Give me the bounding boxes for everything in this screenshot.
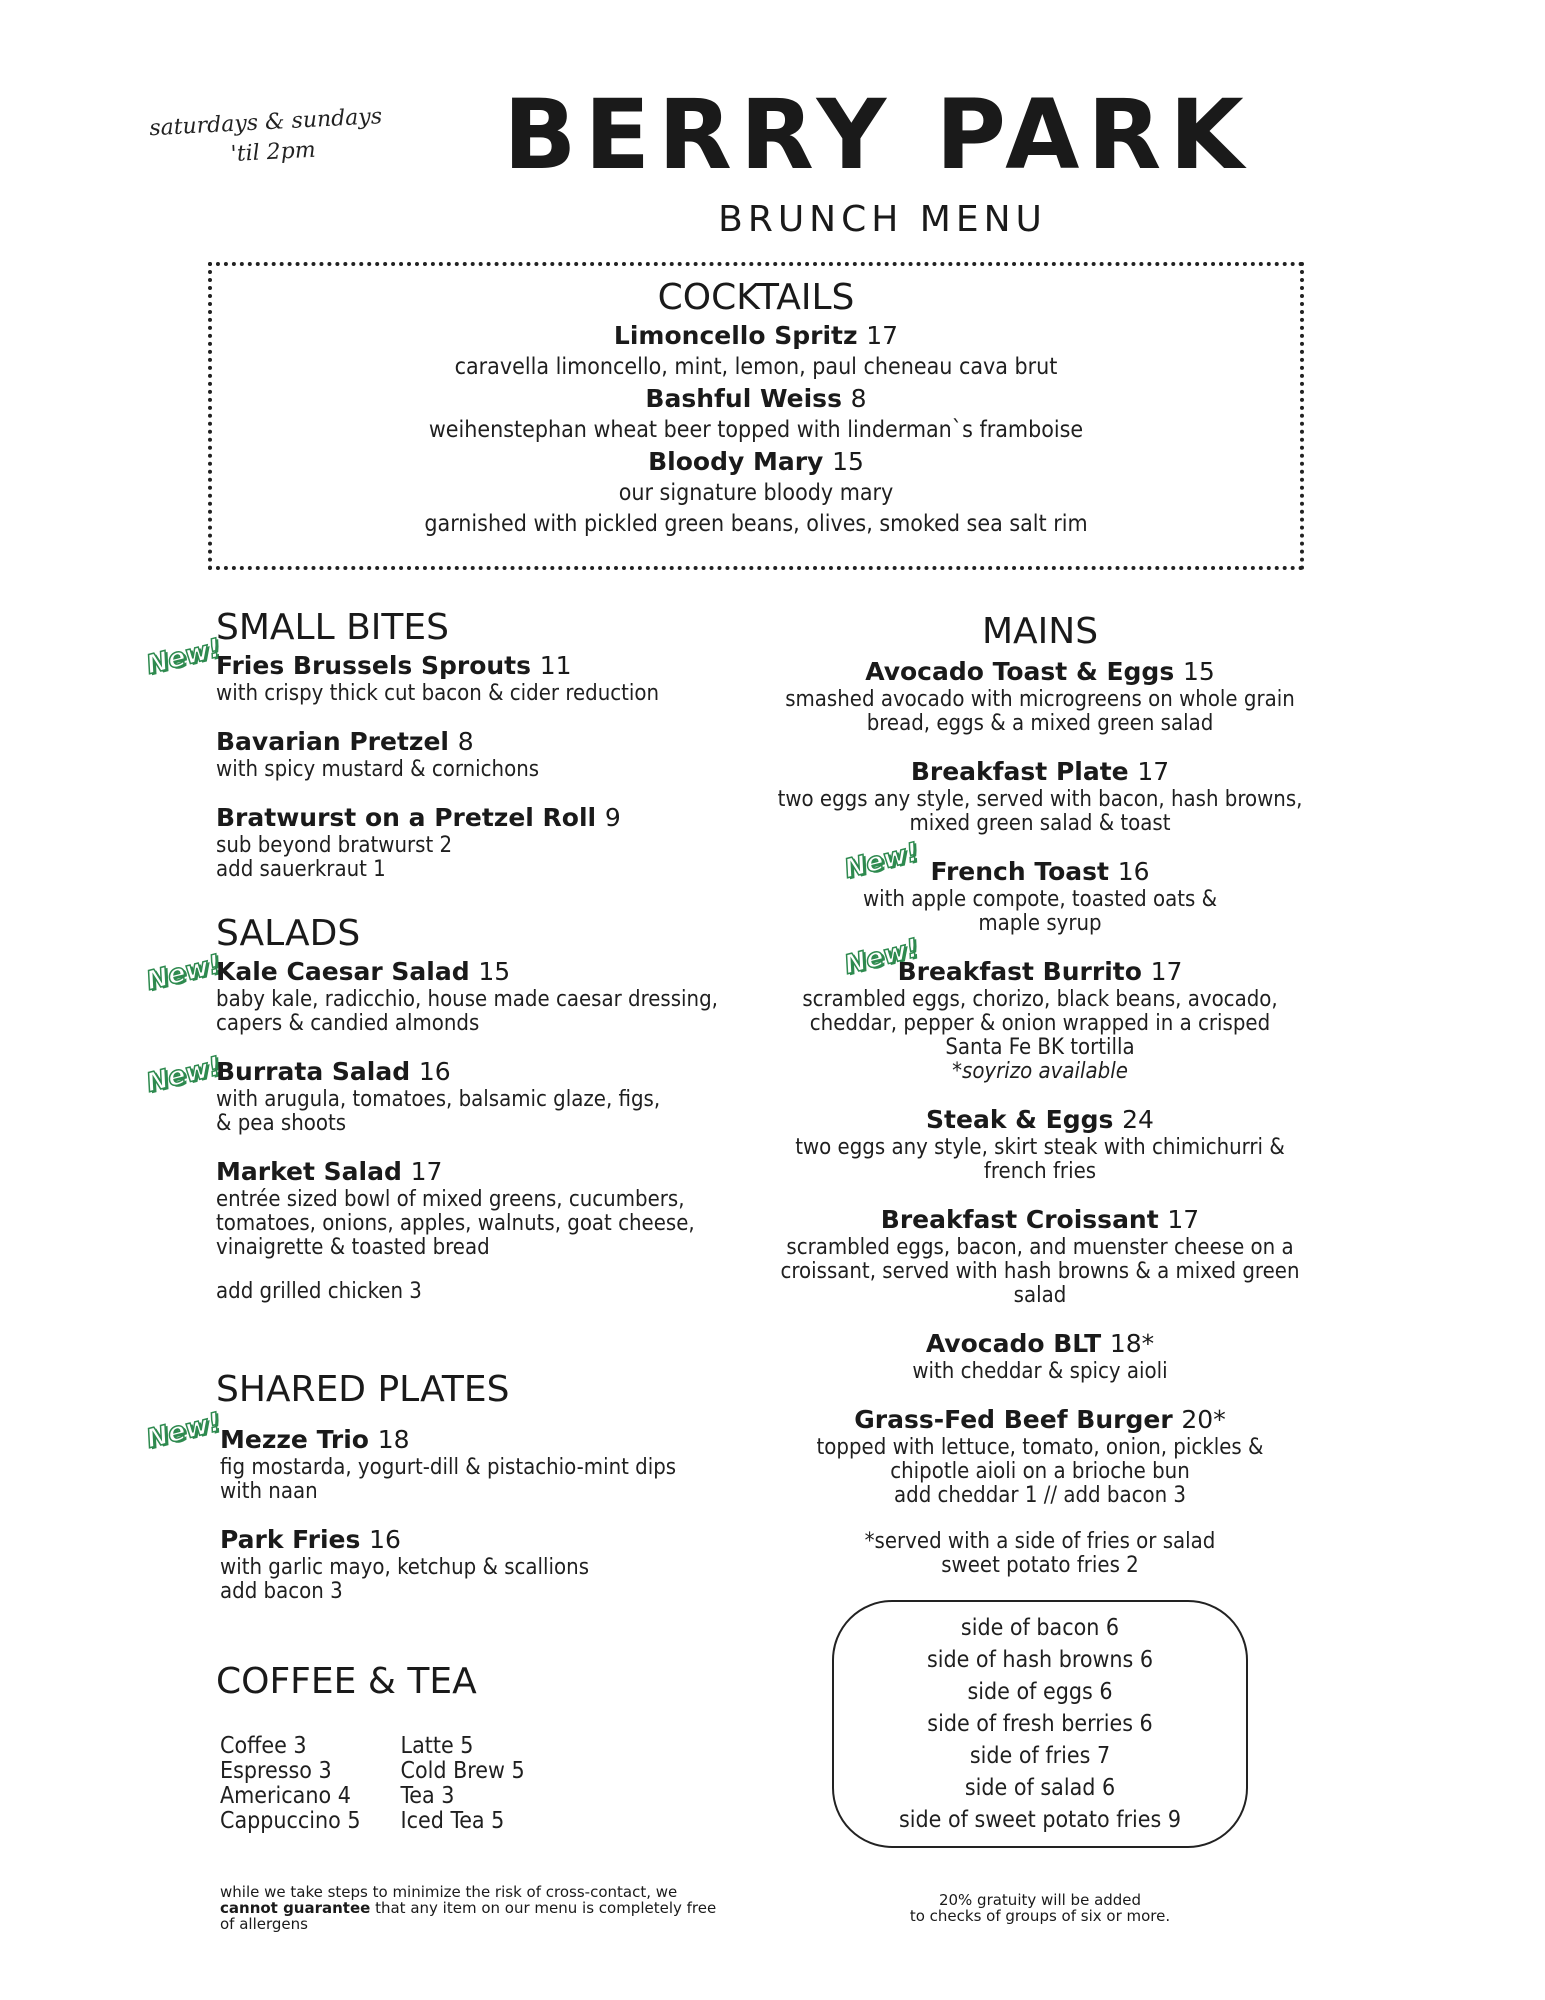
side-item: side of fresh berries 6 (927, 1711, 1153, 1737)
gratuity-line: to checks of groups of six or more. (909, 1907, 1171, 1925)
item-price: 8 (850, 384, 867, 413)
item-name: Bratwurst on a Pretzel Roll (216, 803, 597, 832)
item-name: Avocado BLT (925, 1329, 1102, 1358)
item-name: Park Fries (220, 1525, 361, 1554)
shared-plates-title: SHARED PLATES (216, 1369, 510, 1410)
served-note (770, 1530, 1310, 1578)
item-desc: two eggs any style, skirt steak with chimichurri & (795, 1135, 1285, 1160)
small-bites-title: SMALL BITES (216, 607, 449, 648)
menu-subtitle: BRUNCH MENU (718, 199, 1047, 240)
cocktails-box (208, 262, 1304, 570)
new-badge-icon: New! (841, 837, 922, 885)
item-price: 24 (1122, 1105, 1154, 1134)
new-badge-icon: New! (841, 933, 922, 981)
item-desc: with apple compote, toasted oats & (862, 887, 1218, 912)
item-price: 17 (1150, 957, 1183, 986)
item-desc: with spicy mustard & cornichons (216, 757, 540, 782)
new-badge-icon: New! (143, 1407, 224, 1455)
item-price: 18* (1109, 1329, 1155, 1358)
new-badge-icon: New! (143, 633, 224, 681)
coffee-column (401, 1734, 525, 1834)
small-bites-section (216, 606, 776, 902)
item-desc: with cheddar & spicy aioli (912, 1359, 1168, 1384)
side-item: side of bacon 6 (960, 1615, 1120, 1641)
side-item: side of fries 7 (969, 1743, 1111, 1769)
item-name: Bavarian Pretzel (216, 727, 449, 756)
item-price: 15 (478, 957, 511, 986)
item-name: Kale Caesar Salad (216, 957, 470, 986)
salad-addon: add grilled chicken 3 (216, 1279, 422, 1304)
menu-item (212, 446, 1300, 540)
menu-item (216, 802, 776, 882)
item-desc: add bacon 3 (220, 1579, 343, 1604)
menu-item (212, 320, 1300, 383)
menu-item (216, 1056, 776, 1136)
item-desc: add cheddar 1 // add bacon 3 (894, 1483, 1186, 1508)
served-note-line: sweet potato fries 2 (941, 1553, 1139, 1578)
item-price: 16 (418, 1057, 451, 1086)
restaurant-title: BERRY PARK (503, 79, 1252, 191)
item-desc: tomatoes, onions, apples, walnuts, goat cheese, (216, 1211, 695, 1236)
list-item: Cappuccino 5 (220, 1808, 361, 1834)
item-name: Avocado Toast & Eggs (865, 657, 1175, 686)
item-desc: entrée sized bowl of mixed greens, cucumbers, (216, 1187, 685, 1212)
list-item: Iced Tea 5 (400, 1808, 505, 1834)
item-desc: sub beyond bratwurst 2 (216, 833, 453, 858)
coffee-column (220, 1734, 361, 1834)
item-desc: our signature bloody mary (618, 480, 894, 506)
item-desc: with crispy thick cut bacon & cider reduction (216, 681, 660, 706)
item-desc: garnished with pickled green beans, olives, smoked sea salt rim (424, 511, 1088, 537)
mains-title: MAINS (981, 611, 1099, 652)
new-badge-icon: New! (143, 949, 224, 997)
menu-item (220, 1424, 780, 1504)
menu-item (216, 956, 776, 1036)
item-desc: croissant, served with hash browns & a mixed green (780, 1259, 1300, 1284)
allergen-notice (220, 1884, 780, 1932)
menu-item (216, 726, 776, 782)
item-name: Grass-Fed Beef Burger (854, 1405, 1173, 1434)
item-name: Breakfast Burrito (897, 957, 1142, 986)
item-desc: Santa Fe BK tortilla (945, 1035, 1135, 1060)
menu-item (220, 1524, 780, 1604)
item-desc: with arugula, tomatoes, balsamic glaze, figs, (216, 1087, 661, 1112)
menu-item (216, 1156, 776, 1260)
menu-item (770, 1204, 1310, 1308)
item-name: Bloody Mary (648, 447, 824, 476)
item-note: *soyrizo available (952, 1059, 1128, 1084)
side-item: side of sweet potato fries 9 (898, 1807, 1182, 1833)
item-price: 11 (539, 651, 572, 680)
salads-title: SALADS (216, 913, 361, 954)
item-name: French Toast (930, 857, 1109, 886)
item-name: Breakfast Plate (910, 757, 1129, 786)
item-price: 15 (832, 447, 864, 476)
allergen-line: of allergens (220, 1915, 308, 1933)
item-name: Limoncello Spritz (613, 321, 858, 350)
menu-item (770, 856, 1310, 936)
gratuity-line: 20% gratuity will be added (938, 1891, 1142, 1909)
side-item: side of eggs 6 (967, 1679, 1113, 1705)
item-desc: with naan (220, 1479, 318, 1504)
tagline-days: saturdays & sundays (148, 104, 383, 142)
item-desc: chipotle aioli on a brioche bun (890, 1459, 1190, 1484)
item-desc: bread, eggs & a mixed green salad (866, 711, 1214, 736)
menu-item (770, 956, 1310, 1084)
served-note-line: *served with a side of fries or salad (864, 1529, 1216, 1554)
item-price: 18 (377, 1425, 410, 1454)
item-desc: capers & candied almonds (216, 1011, 480, 1036)
menu-item (212, 383, 1300, 446)
item-desc: fig mostarda, yogurt-dill & pistachio-mint dips (220, 1455, 677, 1480)
cocktails-title: COCKTAILS (657, 277, 855, 318)
salads-section (216, 912, 776, 1304)
item-desc: two eggs any style, served with bacon, hash browns, (777, 787, 1303, 812)
item-name: Market Salad (216, 1157, 402, 1186)
item-price: 15 (1182, 657, 1215, 686)
item-desc: weihenstephan wheat beer topped with linderman`s framboise (428, 417, 1084, 443)
menu-item (770, 656, 1310, 736)
gratuity-notice (870, 1892, 1210, 1924)
list-item: Americano 4 (220, 1783, 351, 1809)
brand-header (0, 80, 1545, 242)
item-name: Bashful Weiss (645, 384, 842, 413)
item-desc: baby kale, radicchio, house made caesar dressing, (216, 987, 718, 1012)
item-desc: smashed avocado with microgreens on whole grain (785, 687, 1295, 712)
list-item: Tea 3 (400, 1783, 455, 1809)
item-name: Fries Brussels Sprouts (216, 651, 532, 680)
shared-plates-section (216, 1368, 780, 1624)
tagline-hours: 'til 2pm (230, 137, 317, 168)
item-price: 20* (1181, 1405, 1226, 1434)
mains-section (770, 610, 1310, 1578)
item-price: 17 (1167, 1205, 1200, 1234)
allergen-line: while we take steps to minimize the risk of cross-contact, we (220, 1883, 678, 1901)
list-item: Cold Brew 5 (400, 1758, 525, 1784)
item-desc: vinaigrette & toasted bread (216, 1235, 490, 1260)
item-desc: with garlic mayo, ketchup & scallions (220, 1555, 590, 1580)
item-desc: cheddar, pepper & onion wrapped in a crisped (809, 1011, 1271, 1036)
item-desc: add sauerkraut 1 (216, 857, 386, 882)
item-price: 16 (1117, 857, 1150, 886)
menu-item (770, 756, 1310, 836)
item-desc: scrambled eggs, bacon, and muenster cheese on a (786, 1235, 1294, 1260)
item-desc: maple syrup (978, 911, 1102, 936)
item-desc: scrambled eggs, chorizo, black beans, avocado, (802, 987, 1278, 1012)
item-price: 9 (604, 803, 621, 832)
item-name: Steak & Eggs (926, 1105, 1114, 1134)
list-item: Espresso 3 (220, 1758, 332, 1784)
allergen-line: that any item on our menu is completely free (370, 1899, 717, 1917)
item-desc: topped with lettuce, tomato, onion, pickles & (816, 1435, 1264, 1460)
menu-item (770, 1104, 1310, 1184)
item-price: 8 (457, 727, 474, 756)
allergen-bold: cannot guarantee (220, 1899, 371, 1917)
list-item: Latte 5 (400, 1733, 474, 1759)
item-price: 16 (369, 1525, 401, 1554)
menu-item (770, 1404, 1310, 1508)
item-desc: mixed green salad & toast (909, 811, 1171, 836)
item-name: Burrata Salad (216, 1057, 411, 1086)
menu-item (770, 1328, 1310, 1384)
item-desc: caravella limoncello, mint, lemon, paul cheneau cava brut (454, 354, 1058, 380)
sides-box (832, 1600, 1248, 1848)
item-desc: & pea shoots (216, 1111, 347, 1136)
side-item: side of salad 6 (964, 1775, 1116, 1801)
coffee-tea-section (216, 1660, 776, 1834)
item-name: Mezze Trio (220, 1425, 369, 1454)
menu-item (216, 650, 776, 706)
item-desc: salad (1013, 1283, 1067, 1308)
coffee-tea-title: COFFEE & TEA (216, 1661, 477, 1702)
item-desc: french fries (983, 1159, 1097, 1184)
coffee-tea-list (216, 1734, 776, 1834)
item-price: 17 (410, 1157, 443, 1186)
list-item: Coffee 3 (220, 1733, 307, 1759)
side-item: side of hash browns 6 (926, 1647, 1154, 1673)
item-name: Breakfast Croissant (880, 1205, 1159, 1234)
item-price: 17 (866, 321, 899, 350)
new-badge-icon: New! (143, 1051, 224, 1099)
item-price: 17 (1137, 757, 1170, 786)
